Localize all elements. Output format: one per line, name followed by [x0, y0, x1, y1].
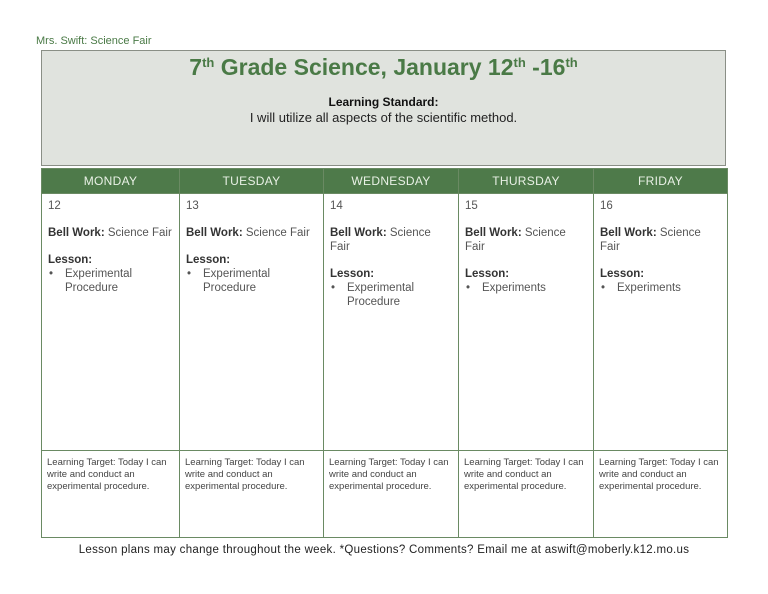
- day-cell-monday: [42, 194, 180, 451]
- list-item: • Experimental Procedure: [65, 267, 173, 295]
- day-cell-friday: [594, 194, 728, 451]
- learning-target-monday: Learning Target: Today I can write and conduct an experimental procedure.: [42, 451, 180, 538]
- day-cell-tuesday: [180, 194, 324, 451]
- bell-work: Bell Work: Science Fair: [186, 227, 310, 239]
- title-banner: [41, 50, 726, 166]
- bell-work: Bell Work: Science Fair: [600, 227, 701, 253]
- day-header-tuesday: TUESDAY: [180, 169, 324, 194]
- list-item: • Experimental Procedure: [347, 281, 452, 309]
- page-title: 7th Grade Science, January 12th -16th: [189, 54, 578, 80]
- learning-target-row: [42, 451, 728, 538]
- lesson-label: Lesson:: [186, 254, 231, 266]
- lesson-label: Lesson:: [465, 268, 510, 280]
- day-content-row: [42, 194, 728, 451]
- bell-work: Bell Work: Science Fair: [465, 227, 566, 253]
- lesson-label: Lesson:: [330, 268, 375, 280]
- day-header-row: [42, 169, 728, 194]
- date-number: 15: [465, 200, 478, 212]
- day-header-friday: FRIDAY: [594, 169, 728, 194]
- lesson-list: [186, 267, 317, 295]
- learning-standard-label: Learning Standard:: [328, 95, 439, 109]
- list-item: • Experiments: [617, 281, 721, 295]
- date-number: 16: [600, 200, 613, 212]
- lesson-label: Lesson:: [48, 254, 93, 266]
- lesson-list: [600, 281, 721, 295]
- bell-work: Bell Work: Science Fair: [330, 227, 431, 253]
- learning-target-wednesday: Learning Target: Today I can write and conduct an experimental procedure.: [324, 451, 459, 538]
- list-item: • Experimental Procedure: [203, 267, 317, 295]
- list-item: • Experiments: [482, 281, 587, 295]
- date-number: 14: [330, 200, 343, 212]
- lesson-list: [48, 267, 173, 295]
- header-note: Mrs. Swift: Science Fair: [36, 35, 152, 47]
- weekly-plan-table: [41, 168, 728, 538]
- bell-work: Bell Work: Science Fair: [48, 227, 172, 239]
- day-cell-thursday: [459, 194, 594, 451]
- day-header-monday: MONDAY: [42, 169, 180, 194]
- lesson-list: [465, 281, 587, 295]
- day-header-thursday: THURSDAY: [459, 169, 594, 194]
- learning-target-friday: Learning Target: Today I can write and conduct an experimental procedure.: [594, 451, 728, 538]
- footer-note: Lesson plans may change throughout the week. *Questions? Comments? Email me at aswift@moberly.k12.mo.us: [78, 544, 690, 556]
- day-header-wednesday: WEDNESDAY: [324, 169, 459, 194]
- learning-standard-text: I will utilize all aspects of the scientific method.: [249, 110, 518, 125]
- date-number: 13: [186, 200, 199, 212]
- day-cell-wednesday: [324, 194, 459, 451]
- lesson-label: Lesson:: [600, 268, 645, 280]
- date-number: 12: [48, 200, 61, 212]
- learning-target-thursday: Learning Target: Today I can write and conduct an experimental procedure.: [459, 451, 594, 538]
- learning-target-tuesday: Learning Target: Today I can write and conduct an experimental procedure.: [180, 451, 324, 538]
- lesson-list: [330, 281, 452, 309]
